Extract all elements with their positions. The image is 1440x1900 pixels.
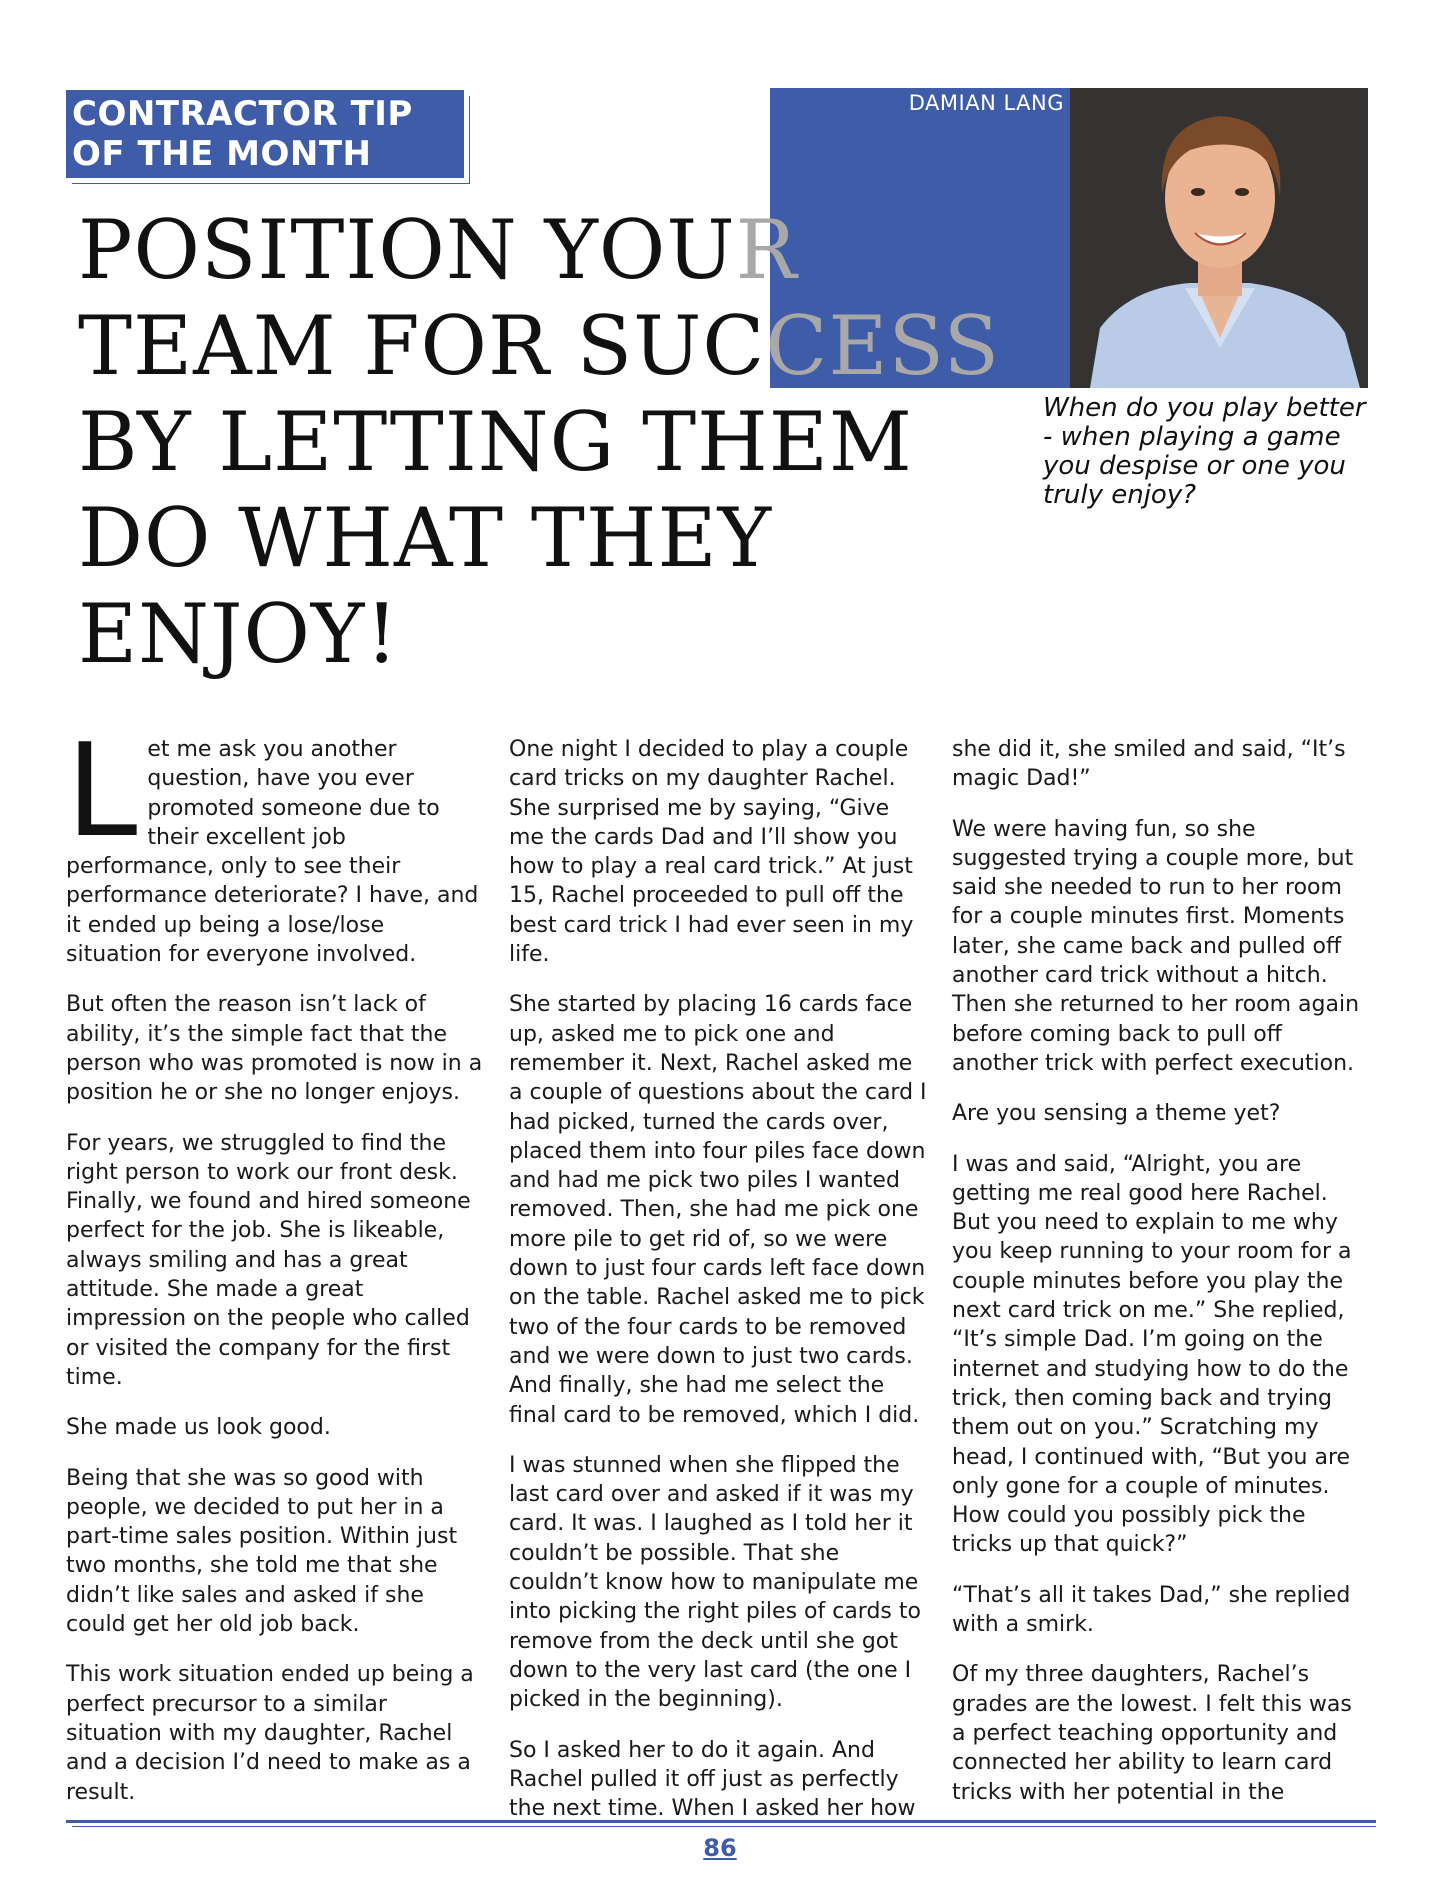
article-paragraph: she did it, she smiled and said, “It’s magic Dad!” [952, 737, 1346, 792]
footer-rule-secondary [72, 1826, 1376, 1827]
section-tag [66, 90, 464, 178]
pull-quote: When do you play better - when playing a game you despise or one you truly enjoy? [1043, 393, 1366, 510]
page-number: 86 [703, 1834, 737, 1862]
article-column-3 [952, 735, 1370, 1828]
article-paragraph: This work situation ended up being a perfect precursor to a similar situation with my daughter, Rachel and a decision I’d need to make as a result. [66, 1662, 474, 1805]
author-portrait-icon [1070, 88, 1368, 388]
article-paragraph: But often the reason isn’t lack of ability, it’s the simple fact that the person who was promoted is now in a position he or she no longer enjoys. [66, 992, 483, 1106]
article-paragraph: For years, we struggled to find the right person to work our front desk. Finally, we found and hired someone perfect for the job. She is likeable, always smiling and has a great attitude. She made a great impression on the people who called or visited the company for the first time. [66, 1130, 471, 1390]
author-photo [1070, 88, 1368, 388]
article-column-2 [509, 735, 927, 1844]
article-paragraph: She started by placing 16 cards face up, asked me to pick one and remember it. Next, Rachel asked me a couple of questions about the card I had picked, turned the cards over, placed them into four piles face down and had me pick two piles I wanted removed. Then, she had me pick one more pile to get rid of, so we were down to just four cards left face down on the table. Rachel asked me to pick two of the four cards to be removed and we were down to just two cards. And finally, she had me select the final card to be removed, which I did. [509, 992, 927, 1428]
article-paragraph: Being that she was so good with people, we decided to put her in a part-time sales position. Within just two months, she told me that she didn’t like sales and asked if she could get her old job back. [66, 1465, 458, 1638]
article-column-1 [66, 717, 484, 1828]
footer-rule [66, 1820, 1376, 1823]
article-paragraph: “That’s all it takes Dad,” she replied with a smirk. [952, 1582, 1351, 1638]
headline-line-1-grey: R [735, 204, 798, 298]
author-name: DAMIAN LANG [908, 91, 1064, 115]
headline-line-5: ENJOY! [78, 588, 399, 682]
article-paragraph: One night I decided to play a couple card tricks on my daughter Rachel. She surprised me by saying, “Give me the cards Dad and I’ll show you how to play a real card trick.” At just 15, Rachel proceeded to pull off the best card trick I had ever seen in my life. [509, 737, 914, 968]
headline-line-3: BY LETTING THEM [78, 396, 913, 490]
headline-line-2 [78, 299, 1001, 395]
article-paragraph: She made us look good. [66, 1415, 331, 1441]
drop-cap: L [66, 717, 138, 866]
article-paragraph: Of my three daughters, Rachel’s grades are the lowest. I felt this was a perfect teaching opportunity and connected her ability to learn card tricks with her potential in the [952, 1662, 1352, 1805]
headline [78, 203, 1001, 683]
headline-line-2-grey: CESS [765, 300, 1001, 394]
article-paragraph: So I asked her to do it again. And Rachel pulled it off just as perfectly the next time. When I asked her how [509, 1737, 916, 1822]
headline-line-1-dark: POSITION YOU [78, 204, 736, 298]
article-paragraph [66, 717, 484, 969]
first-paragraph-text: et me ask you another question, have you ever promoted someone due to their excellent job performance, only to see their performance deteriorate? I have, and it ended up being a lose/lose situation for everyone involved. [66, 737, 479, 968]
article-paragraph: I was stunned when she flipped the last card over and asked if it was my card. It was. I laughed as I told her it couldn’t be possible. That she couldn’t know how to manipulate me into picking the right piles of cards to remove from the deck until she got down to the very last card (the one I picked in the beginning). [509, 1452, 921, 1713]
section-tag-line-1: CONTRACTOR TIP [72, 94, 413, 134]
headline-line-2-dark: TEAM FOR SUC [78, 300, 766, 394]
article-paragraph: I was and said, “Alright, you are getting me real good here Rachel. But you need to explain to me why you keep running to your room for a couple minutes before you play the next card trick on me.” She replied, “It’s simple Dad. I’m going on the internet and studying how to do the trick, then coming back and trying them out on you.” Scratching my head, I continued with, “But you are only gone for a couple of minutes. How could you possibly pick the tricks up that quick?” [952, 1151, 1352, 1558]
section-tag-line-2: OF THE MONTH [72, 134, 372, 174]
article-paragraph: We were having fun, so she suggested trying a couple more, but said she needed to run to her room for a couple minutes first. Moments later, she came back and pulled off another card trick without a hitch. Then she returned to her room again before coming back to pull off another trick with perfect execution. [952, 816, 1360, 1076]
headline-line-4: DO WHAT THEY [78, 492, 773, 586]
headline-line-1 [78, 203, 978, 299]
article-paragraph: Are you sensing a theme yet? [952, 1101, 1281, 1127]
